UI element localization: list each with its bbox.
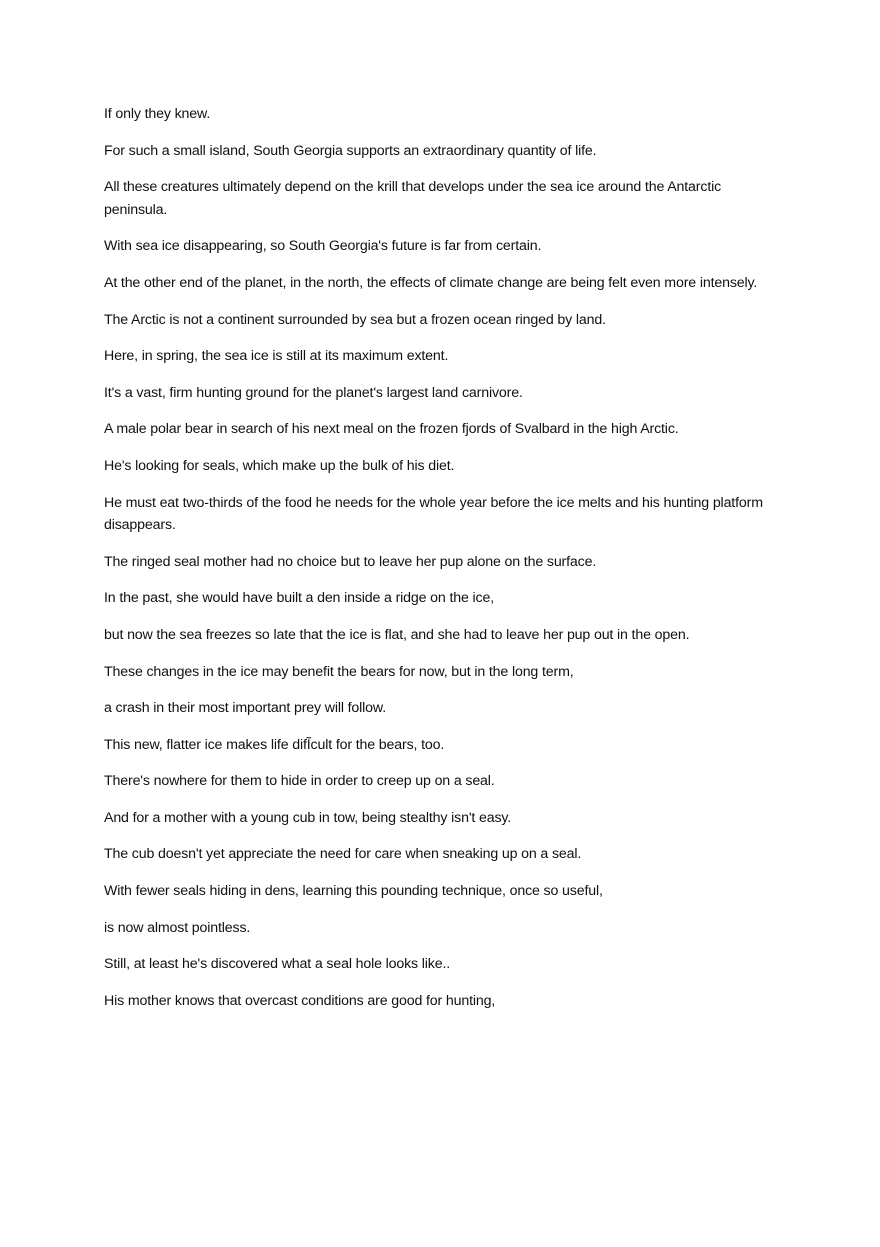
paragraph: At the other end of the planet, in the north, the effects of climate change are being felt even more intensely. [104, 274, 758, 291]
paragraph: It's a vast, firm hunting ground for the planet's largest land carnivore. [104, 384, 523, 401]
paragraph: He's looking for seals, which make up the bulk of his diet. [104, 457, 455, 474]
paragraph: With sea ice disappearing, so South Georgia's future is far from certain. [104, 238, 542, 255]
paragraph: Still, at least he's discovered what a seal hole looks like.. [104, 956, 451, 973]
paragraph: These changes in the ice may benefit the bears for now, but in the long term, [104, 663, 574, 680]
document-page [104, 103, 774, 1026]
paragraph: With fewer seals hiding in dens, learning this pounding technique, once so useful, [104, 883, 603, 900]
paragraph: For such a small island, South Georgia supports an extraordinary quantity of life. [104, 142, 597, 159]
paragraph: Here, in spring, the sea ice is still at its maximum extent. [104, 348, 449, 365]
paragraph: The Arctic is not a continent surrounded by sea but a frozen ocean ringed by land. [104, 311, 606, 328]
paragraph: but now the sea freezes so late that the ice is flat, and she had to leave her pup out in the open. [104, 626, 690, 643]
paragraph: His mother knows that overcast conditions are good for hunting, [104, 992, 496, 1009]
paragraph: He must eat two-thirds of the food he needs for the whole year before the ice melts and his hunting platform disappears. [104, 494, 763, 534]
paragraph: The ringed seal mother had no choice but to leave her pup alone on the surface. [104, 553, 597, 570]
paragraph: This new, flatter ice makes life difĨcult for the bears, too. [104, 736, 445, 753]
paragraph: All these creatures ultimately depend on the krill that develops under the sea ice around the Antarctic peninsula. [104, 179, 722, 218]
paragraph: is now almost pointless. [104, 919, 251, 936]
paragraph: In the past, she would have built a den inside a ridge on the ice, [104, 590, 494, 607]
paragraph: A male polar bear in search of his next meal on the frozen fjords of Svalbard in the high Arctic. [104, 421, 679, 438]
paragraph: If only they knew. [104, 106, 211, 122]
paragraph: a crash in their most important prey will follow. [104, 700, 387, 717]
paragraph: And for a mother with a young cub in tow, being stealthy isn't easy. [104, 809, 512, 826]
paragraph: The cub doesn't yet appreciate the need for care when sneaking up on a seal. [104, 846, 582, 863]
paragraph: There's nowhere for them to hide in order to creep up on a seal. [104, 773, 495, 790]
